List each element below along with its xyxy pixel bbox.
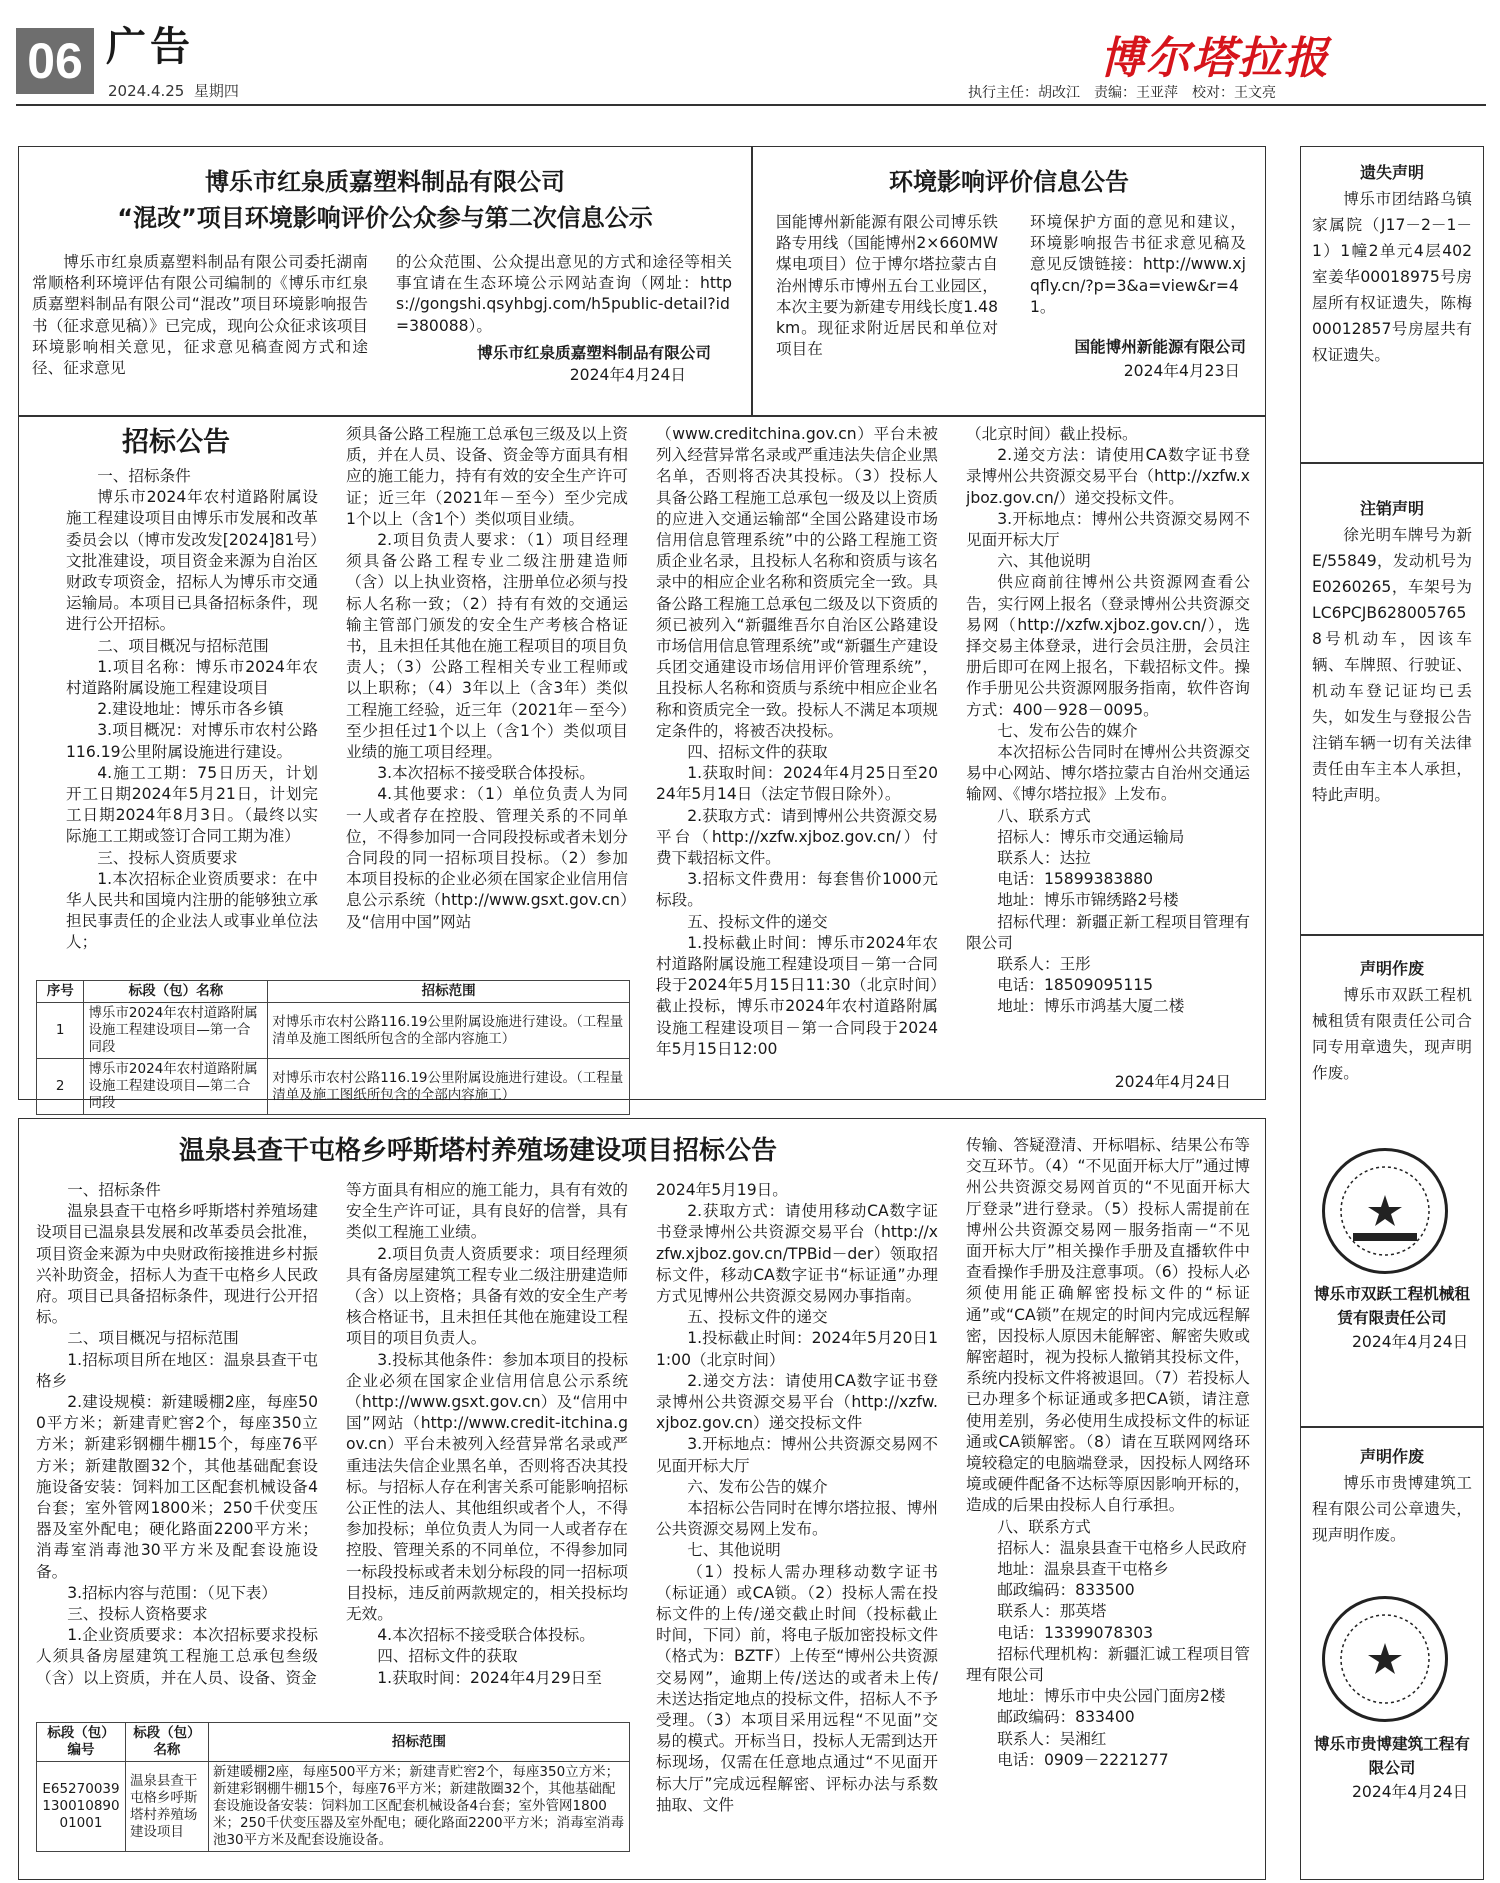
paragraph: 七、其他说明	[687, 1541, 781, 1560]
paragraph: 2.项目负责人资质要求：项目经理须具有备房屋建筑工程专业二级注册建造师（含）以上资格；具备有效的安全生产考核合格证书，且未担任其他在施建设工程项目的项目负责人。	[346, 1244, 628, 1348]
paragraph: 3.本次招标不接受联合体投标。	[377, 764, 595, 783]
paragraph: 2.建设规模：新建暖棚2座，每座500平方米；新建青贮窖2个，每座350立方米；新建彩钢棚牛棚15个，每座76平方米；新建散圈32个，其他基础配套设施设备安装：饲料加工区配套机械设备4台套；室外管网1800米；250千伏变压器及室外配电；硬化路面2200平方米；消毒室消毒池30平方米及配套设施设备。	[36, 1393, 318, 1581]
lot-table	[36, 1722, 630, 1852]
table-row	[37, 1003, 630, 1059]
paragraph: 3.招标文件费用：每套售价1000元标段。	[656, 870, 938, 910]
tender1-date: 2024年4月24日	[1114, 1073, 1231, 1091]
table-cell: E6527003913001089001001	[37, 1762, 126, 1852]
table-cell: 1	[37, 1003, 84, 1059]
paragraph: 电话：18509095115	[997, 976, 1154, 995]
paragraph: 1.项目名称：博乐市2024年农村道路附属设施工程建设项目	[66, 657, 318, 698]
paragraph: 2.递交方法：请使用CA数字证书登录博州公共资源交易平台（http://xzfw.xjboz.gov.cn）递交投标文件	[656, 1371, 938, 1433]
paragraph: 三、投标人资质要求	[97, 848, 238, 867]
paragraph: 七、发布公告的媒介	[997, 721, 1138, 740]
void-notice-1-body: 博乐市双跃工程机械租赁有限责任公司合同专用章遗失，现声明作废。	[1312, 986, 1472, 1082]
issue-date	[108, 80, 239, 101]
paragraph: 1.投标截止时间：2024年5月20日11:00（北京时间）	[656, 1329, 938, 1369]
paragraph: 联系人：吴湘红	[997, 1729, 1107, 1748]
paragraph: 3.开标地点：博州公共资源交易网不见面开标大厅	[656, 1435, 938, 1475]
paragraph: 地址：博乐市锦绣路2号楼	[997, 891, 1179, 910]
void-notice-2-body: 博乐市贵博建筑工程有限公司公章遗失，现声明作废。	[1312, 1474, 1472, 1544]
paragraph: 本招标公告同时在博尔塔拉报、博州公共资源交易网上发布。	[656, 1499, 938, 1539]
paragraph: 3.投标其他条件：参加本项目的投标企业必须在国家企业信用信息公示系统（http://www.gsxt.gov.cn）及“信用中国”网站（http://www.credit-itchina.gov.cn）平台未被列入经营异常名录或严重违法失信企业黑名单，否则将否决其投标。与招标人存在利害关系可能影响招标公正性的法人、其他组织或者个人，不得参加投标；单位负责人为同一人或者存在控股、管理关系的不同单位，不得参加同一标段投标或者未划分标段的同一招标项目投标，违反前两款规定的，相关投标均无效。	[346, 1350, 628, 1624]
lost-notice-body: 博乐市团结路乌镇家属院（J17－2－1－1）1幢2单元4层402室姜华00018975号房屋所有权证遗失，陈梅00012857号房屋共有权证遗失。	[1312, 190, 1472, 364]
company-seal-1	[1322, 1148, 1448, 1274]
void-notice-2-sign	[1312, 1732, 1472, 1804]
paragraph: 二、项目概况与招标范围	[97, 636, 269, 655]
paragraph: 邮政编码：833400	[997, 1708, 1135, 1727]
paragraph: 三、投标人资格要求	[67, 1605, 208, 1624]
paragraph: 招标代理机构：新疆汇诚工程项目管理有限公司	[966, 1644, 1250, 1685]
paragraph: 博乐市2024年农村道路附属设施工程建设项目由博乐市发展和改革委员会以（博市发改发[2024]81号）文批准建设，项目资金来源为自治区财政专项资金，招标人为博乐市交通运输局。本项目已具备招标条件，现进行公开招标。	[66, 488, 318, 634]
sidebar-divider	[1300, 1426, 1484, 1428]
paragraph: （北京时间）截止投标。	[966, 425, 1138, 443]
paragraph: 传输、答疑澄清、开标唱标、结果公布等交互环节。（4）“不见面开标大厅”通过博州公共资源交易网首页的“不见面开标大厅登录”进行登录。（5）投标人需提前在博州公共资源交易网－服务指南－“不见面开标大厅”相关操作手册及直播软件中查看操作手册及注意事项。（6）投标人必须使用能正确解密投标文件的“标证通”或“CA锁”在规定的时间内完成远程解密，因投标人原因未能解密、解密失败或解密超时，视为投标人撤销其投标文件，系统内投标文件将被退回。（7）若投标人已办理多个标证通或多把CA锁，请注意使用差别，务必使用生成投标文件的标证通或CA锁解密。（8）请在互联网网络环境较稳定的电脑端登录，因投标人网络环境或硬件配备不达标等原因影响开标的，造成的后果由投标人自行承担。	[966, 1136, 1250, 1515]
paragraph: 地址：博乐市鸿基大厦二楼	[997, 997, 1185, 1016]
table-header: 标段（包）名称	[84, 981, 268, 1003]
paragraph: 4.本次招标不接受联合体投标。	[377, 1626, 595, 1645]
void-notice-1-signer: 博乐市双跃工程机械租赁有限责任公司	[1314, 1285, 1470, 1327]
paragraph: 等方面具有相应的施工能力，具有有效的安全生产许可证，具有良好的信誉，具有类似工程施工业绩。	[346, 1181, 628, 1242]
void-notice-2-title: 声明作废	[1359, 1447, 1424, 1466]
paragraph: 六、其他说明	[997, 552, 1091, 571]
paragraph: 2.获取方式：请使用移动CA数字证书登录博州公共资源交易平台（http://xzfw.xjboz.gov.cn/TPBid－der）领取招标文件，移动CA数字证书“标证通”办理方式见博州公共资源交易网办事指南。	[656, 1202, 938, 1306]
tender1-table	[36, 980, 630, 1115]
paragraph: 电话：0909－2221277	[997, 1750, 1169, 1769]
cancel-notice-title: 注销声明	[1359, 499, 1424, 518]
lost-notice-title: 遗失声明	[1359, 163, 1424, 182]
table-cell: 对博乐市农村公路116.19公里附属设施进行建设。（工程量清单及施工图纸所包含的全部内容施工）	[268, 1059, 630, 1115]
ad1-title-line2: “混改”项目环境影响评价公众参与第二次信息公示	[117, 204, 653, 232]
paragraph: 1.获取时间：2024年4月25日至2024年5月14日（法定节假日除外）。	[656, 764, 938, 804]
void-notice-1-date: 2024年4月24日	[1352, 1333, 1469, 1351]
date: 2024.4.25	[108, 82, 185, 100]
table-header: 招标范围	[208, 1723, 629, 1762]
void-notice-1-sign	[1312, 1282, 1472, 1354]
paragraph: 五、投标文件的递交	[687, 1308, 828, 1327]
void-notice-2	[1312, 1444, 1472, 1548]
paragraph: 联系人：达拉	[997, 849, 1091, 868]
ad1-col2: 的公众范围、公众提出意见的方式和途径等相关事宜请在生态环境公示网站查询（网址：https://gongshi.qsyhbgj.com/h5public-detail?id=380088）。	[396, 253, 732, 335]
paragraph: 一、招标条件	[67, 1181, 161, 1199]
paragraph: 四、招标文件的获取	[377, 1647, 518, 1666]
paragraph: 1.本次招标企业资质要求：在中华人民共和国境内注册的能够独立承担民事责任的企业法人或事业单位法人；	[66, 869, 318, 952]
paragraph: 八、联系方式	[997, 1517, 1091, 1536]
paragraph: 1.投标截止时间：博乐市2024年农村道路附属设施工程建设项目－第一合同段于2024年5月15日11:30（北京时间）截止投标，博乐市2024年农村道路附属设施工程建设项目－第一合同段于2024年5月15日12:00	[656, 933, 938, 1058]
paragraph: 2.获取方式：请到博州公共资源交易平台（http://xzfw.xjboz.gov.cn/）付费下载招标文件。	[656, 806, 938, 868]
cancel-notice-body: 徐光明车牌号为新E/55849，发动机号为E0260265，车架号为LC6PCJB6280057658号机动车，因该车辆、车牌照、行驶证、机动车登记证均已丢失，如发生与登报公告注销车辆一切有关法律责任由车主本人承担，特此声明。	[1312, 526, 1472, 804]
paragraph: 电话：15899383880	[997, 870, 1154, 889]
section-title: 广告	[106, 24, 194, 70]
paragraph: 联系人：王彤	[997, 955, 1091, 974]
paragraph: 六、发布公告的媒介	[687, 1477, 828, 1496]
paragraph: 本次招标公告同时在博州公共资源交易中心网站、博尔塔拉蒙古自治州交通运输网、《博尔塔拉报》上发布。	[966, 743, 1250, 804]
paragraph: 招标代理：新疆正新工程项目管理有限公司	[966, 912, 1250, 952]
paragraph: 4.施工工期：75日历天，计划开工日期2024年5月21日，计划完工日期2024年8月3日。（最终以实际施工工期或签订合同工期为准）	[66, 763, 318, 846]
lot-table	[36, 980, 630, 1115]
tender1-title: 招标公告	[122, 427, 230, 458]
void-notice-2-signer: 博乐市贵博建筑工程有限公司	[1314, 1735, 1470, 1777]
tender2-title: 温泉县查干屯格乡呼斯塔村养殖场建设项目招标公告	[178, 1136, 777, 1166]
tender2-col2	[346, 1180, 628, 1716]
paragraph: 2024年5月19日。	[656, 1181, 788, 1199]
void-notice-1-title: 声明作废	[1359, 959, 1424, 978]
weekday: 星期四	[193, 82, 239, 100]
masthead-rule	[16, 104, 1486, 106]
table-row	[37, 1059, 630, 1115]
seal-2-graphic	[1325, 1599, 1445, 1719]
seal-1-graphic	[1325, 1151, 1445, 1271]
paragraph: 地址：温泉县查干屯格乡	[997, 1560, 1169, 1579]
paragraph: 八、联系方式	[997, 806, 1091, 825]
table-cell: 博乐市2024年农村道路附属设施工程建设项目—第二合同段	[84, 1059, 268, 1115]
paragraph: 3.招标内容与范围：（见下表）	[67, 1583, 277, 1602]
paragraph: （www.creditchina.gov.cn）平台未被列入经营异常名录或严重违法失信企业黑名单，否则将否决其投标。（3）投标人具备公路工程施工总承包一级及以上资质的应进入交通运输部“全国公路建设市场信用信息管理系统”中的公路工程施工资质企业名录，且投标人名称和资质与该名录中的相应企业名称和资质完全一致。具备公路工程施工总承包二级及以下资质的须已被列入“新疆维吾尔自治区公路建设市场信用信息管理系统”或“新疆生产建设兵团交通建设市场信用评价管理系统”，且投标人名称和资质与系统中相应企业名称和资质完全一致。投标人不满足本项规定条件的，将被否决投标。	[656, 425, 938, 740]
table-header: 序号	[37, 981, 84, 1003]
paragraph: 联系人：那英塔	[997, 1602, 1107, 1621]
company-seal-2	[1322, 1596, 1448, 1722]
paragraph: 1.招标项目所在地区：温泉县查干屯格乡	[36, 1350, 318, 1390]
ad2-col2: 环境保护方面的意见和建议，环境影响报告书征求意见稿及意见反馈链接：http://www.xjqfly.cn/?p=3&a=view&r=41。	[1030, 213, 1246, 316]
paragraph: 招标人：温泉县查干屯格乡人民政府	[997, 1538, 1247, 1557]
paragraph: 4.其他要求：（1）单位负责人为同一人或者存在控股、管理关系的不同单位，不得参加同一合同段投标或者未划分合同段的同一招标项目投标。（2）参加本项目投标的企业必须在国家企业信用信息公示系统（http://www.gsxt.gov.cn）及“信用中国”网站	[346, 785, 628, 931]
tender1-col1	[66, 466, 318, 972]
table-header: 标段（包）编号	[37, 1723, 126, 1762]
paragraph: （1）投标人需办理移动数字证书（标证通）或CA锁。（2）投标人需在投标文件的上传/递交截止时间（投标截止时间，下同）前，将电子版加密投标文件（格式为：BZTF）上传至“博州公共资源交易网”，逾期上传/送达的或者未上传/未送达指定地点的投标文件，招标人不予受理。（3）本项目采用远程“不见面”交易的模式。开标当日，投标人无需到达开标现场，仅需在任意地点通过“不见面开标大厅”完成远程解密、评标办法与系数抽取、文件	[656, 1562, 938, 1814]
paragraph: 1.获取时间：2024年4月29日至	[377, 1668, 602, 1687]
paragraph: 二、项目概况与招标范围	[67, 1329, 239, 1348]
sidebar-divider	[1300, 462, 1484, 464]
tender2-table	[36, 1722, 630, 1852]
paragraph: 供应商前往博州公共资源网查看公告，实行网上报名（登录博州公共资源交易网（http://xzfw.xjboz.gov.cn/），选择交易主体登录，进行会员注册，会员注册后即可在网上报名，下载招标文件。操作手册见公共资源网服务指南，软件咨询方式：400－928－0095。	[966, 573, 1250, 719]
paragraph: 3.开标地点：博州公共资源交易网不见面开标大厅	[966, 509, 1250, 550]
paragraph: 电话：13399078303	[997, 1623, 1154, 1642]
paragraph: 四、招标文件的获取	[687, 743, 828, 762]
paragraph: 招标人：博乐市交通运输局	[997, 827, 1185, 846]
table-header: 标段（包）名称	[125, 1723, 208, 1762]
tender1-col3	[656, 424, 938, 1096]
credits: 执行主任：胡改江 责编：王亚萍 校对：王文亮	[968, 85, 1276, 101]
lost-notice	[1312, 160, 1472, 368]
paragraph: 2.建设地址：博乐市各乡镇	[97, 700, 284, 719]
paragraph: 邮政编码：833500	[997, 1581, 1135, 1600]
paragraph: 须具备公路工程施工总承包三级及以上资质，并在人员、设备、资金等方面具有相应的施工能力，持有有效的安全生产许可证；近三年（2021年－至今）至少完成1个以上（含1个）类似项目业绩。	[346, 425, 628, 528]
ad2-col1: 国能博州新能源有限公司博乐铁路专用线（国能博州2×660MW煤电项目）位于博尔塔拉蒙古自治州博乐市博州五台工业园区，本次主要为新建专用线长度1.48km。现征求附近居民和单位对项目在	[776, 213, 998, 359]
sidebar-divider	[1300, 934, 1484, 936]
void-notice-2-date: 2024年4月24日	[1352, 1783, 1469, 1801]
table-cell: 温泉县查干屯格乡呼斯塔村养殖场建设项目	[125, 1762, 208, 1852]
table-header: 招标范围	[268, 981, 630, 1003]
table-cell: 2	[37, 1059, 84, 1115]
tender1-col2	[346, 424, 628, 972]
paper-logo: 博尔塔拉报	[1100, 33, 1330, 84]
ad1-signer: 博乐市红泉质嘉塑料制品有限公司	[477, 344, 711, 362]
paragraph: 一、招标条件	[97, 467, 191, 485]
ad2-title: 环境影响评价信息公告	[889, 168, 1129, 196]
ad2-date: 2024年4月23日	[1123, 362, 1240, 380]
paragraph: 温泉县查干屯格乡呼斯塔村养殖场建设项目已温泉县发展和改革委员会批准，项目资金来源为中央财政衔接推进乡村振兴补助资金，招标人为查干屯格乡人民政府。项目已具备招标条件，现进行公开招标。	[36, 1202, 318, 1327]
table-cell: 对博乐市农村公路116.19公里附属设施进行建设。（工程量清单及施工图纸所包含的全部内容施工）	[268, 1003, 630, 1059]
void-notice-1	[1312, 956, 1472, 1086]
tender1-col4	[966, 424, 1250, 1032]
table-cell: 新建暖棚2座，每座500平方米；新建青贮窖2个，每座350立方米；新建彩钢棚牛棚15个，每座76平方米；新建散圈32个，其他基础配套设施设备安装：饲料加工区配套机械设备4台套；室外管网1800米；250千伏变压器及室外配电；硬化路面2200平方米；消毒室消毒池30平方米及配套设施设备。	[208, 1762, 629, 1852]
ad2-signer: 国能博州新能源有限公司	[1074, 338, 1246, 356]
ad1-col1: 博乐市红泉质嘉塑料制品有限公司委托湖南常顺格利环境评估有限公司编制的《博乐市红泉质嘉塑料制品有限公司“混改”项目环境影响报告书（征求意见稿）》已完成，现向公众征求该项目环境影响相关意见，征求意见稿查阅方式和途径、征求意见	[32, 253, 368, 378]
tender2-col1	[36, 1180, 318, 1716]
table-cell: 博乐市2024年农村道路附属设施工程建设项目—第一合同段	[84, 1003, 268, 1059]
tender2-col4	[966, 1135, 1250, 1878]
tender2-col3	[656, 1180, 938, 1878]
cancel-notice	[1312, 496, 1472, 808]
page-number: 06	[16, 28, 94, 94]
table-row	[37, 1762, 630, 1852]
ad1-date: 2024年4月24日	[569, 366, 686, 384]
paragraph: 3.项目概况：对博乐市农村公路116.19公里附属设施进行建设。	[66, 721, 318, 761]
paragraph: 2.递交方法：请使用CA数字证书登录博州公共资源交易平台（http://xzfw.xjboz.gov.cn/）递交投标文件。	[966, 446, 1250, 507]
paragraph: 地址：博乐市中央公园门面房2楼	[997, 1687, 1226, 1706]
ad1-title-line1: 博乐市红泉质嘉塑料制品有限公司	[205, 168, 565, 196]
paragraph: 五、投标文件的递交	[687, 912, 828, 931]
paragraph: 1.企业资质要求：本次招标要求投标人须具备房屋建筑工程施工总承包叁级（含）以上资质，并在人员、设备、资金	[36, 1626, 318, 1687]
paragraph: 2.项目负责人要求：（1）项目经理须具备公路工程专业二级注册建造师（含）以上执业资格，注册单位必须与投标人名称一致；（2）持有有效的交通运输主管部门颁发的安全生产考核合格证书，且未担任其他在施工程项目的项目负责人；（3）公路工程相关专业工程师或以上职称；（4）3年以上（含3年）类似工程施工经验，近三年（2021年－至今）至少担任过1个以上（含1个）类似项目业绩的施工项目经理。	[346, 531, 628, 762]
